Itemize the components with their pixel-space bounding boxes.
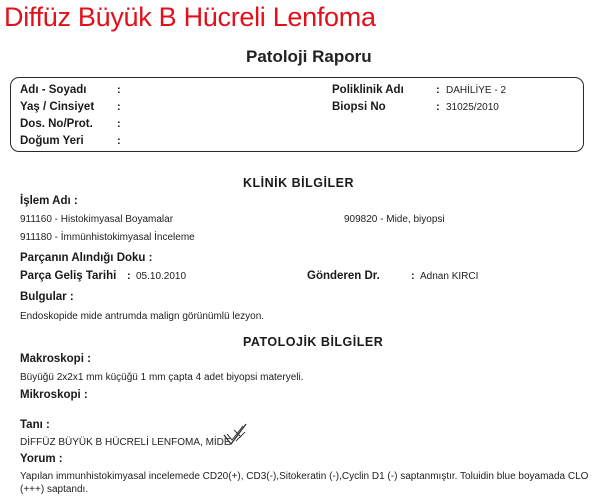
patient-age-label: Yaş / Cinsiyet — [20, 101, 95, 113]
microscopy-label: Mikroskopi : — [20, 389, 88, 401]
macroscopy-text: Büyüğü 2x2x1 mm küçüğü 1 mm çapta 4 adet biyopsi materyeli. — [20, 372, 304, 383]
patient-name-colon: : — [117, 84, 121, 96]
report-title: Patoloji Raporu — [246, 47, 372, 66]
arrival-date-label: Parça Geliş Tarihi — [20, 270, 117, 282]
patient-birthplace-label: Doğum Yeri — [20, 135, 84, 147]
sender-value: Adnan KIRCI — [420, 271, 479, 282]
biopsy-label: Biopsi No — [332, 101, 386, 113]
procedure-item: 911160 - Histokimyasal Boyamalar — [20, 214, 174, 225]
findings-text: Endoskopide mide antrumda malign görünümlü lezyon. — [20, 311, 265, 322]
patient-protocol-label: Dos. No/Prot. — [20, 118, 93, 130]
tissue-label: Parçanın Alındığı Doku : — [20, 252, 153, 264]
clinic-label: Poliklinik Adı — [332, 84, 404, 96]
sender-label: Gönderen Dr. — [307, 270, 380, 282]
patient-birthplace-colon: : — [117, 135, 121, 147]
pathology-section-title: PATOLOJİK BİLGİLER — [243, 335, 384, 349]
procedure-item: 909820 - Mide, biyopsi — [344, 214, 445, 225]
headline: Diffüz Büyük B Hücreli Lenfoma — [4, 2, 376, 32]
clinic-colon: : — [436, 84, 440, 96]
procedure-label: İşlem Adı : — [20, 195, 78, 207]
macroscopy-label: Makroskopi : — [20, 353, 91, 365]
biopsy-value: 31025/2010 — [446, 102, 499, 113]
clinic-value: DAHİLİYE - 2 — [446, 85, 507, 96]
clinical-section-title: KLİNİK BİLGİLER — [243, 176, 354, 190]
comment-label: Yorum : — [20, 453, 63, 465]
diagnosis-label: Tanı : — [20, 419, 50, 431]
patient-age-colon: : — [117, 101, 121, 113]
findings-label: Bulgular : — [20, 291, 74, 303]
check-mark-icon — [222, 421, 248, 447]
arrival-date-colon: : — [127, 270, 131, 282]
biopsy-colon: : — [436, 101, 440, 113]
patient-protocol-colon: : — [117, 118, 121, 130]
patient-name-label: Adı - Soyadı — [20, 84, 87, 96]
arrival-date-value: 05.10.2010 — [136, 271, 187, 282]
sender-colon: : — [411, 270, 415, 282]
comment-text: Yapılan immunhistokimyasal incelemede CD20(+), CD3(-),Sitokeratin (-),Cyclin D1 (-) saptanmıştır. Toluidin blue boyamada CLO (+++) saptandı. — [20, 471, 589, 495]
diagnosis-text: DİFFÜZ BÜYÜK B HÜCRELİ LENFOMA, MİDE — [20, 437, 231, 448]
procedure-item: 911180 - İmmünhistokimyasal İnceleme — [20, 232, 195, 243]
